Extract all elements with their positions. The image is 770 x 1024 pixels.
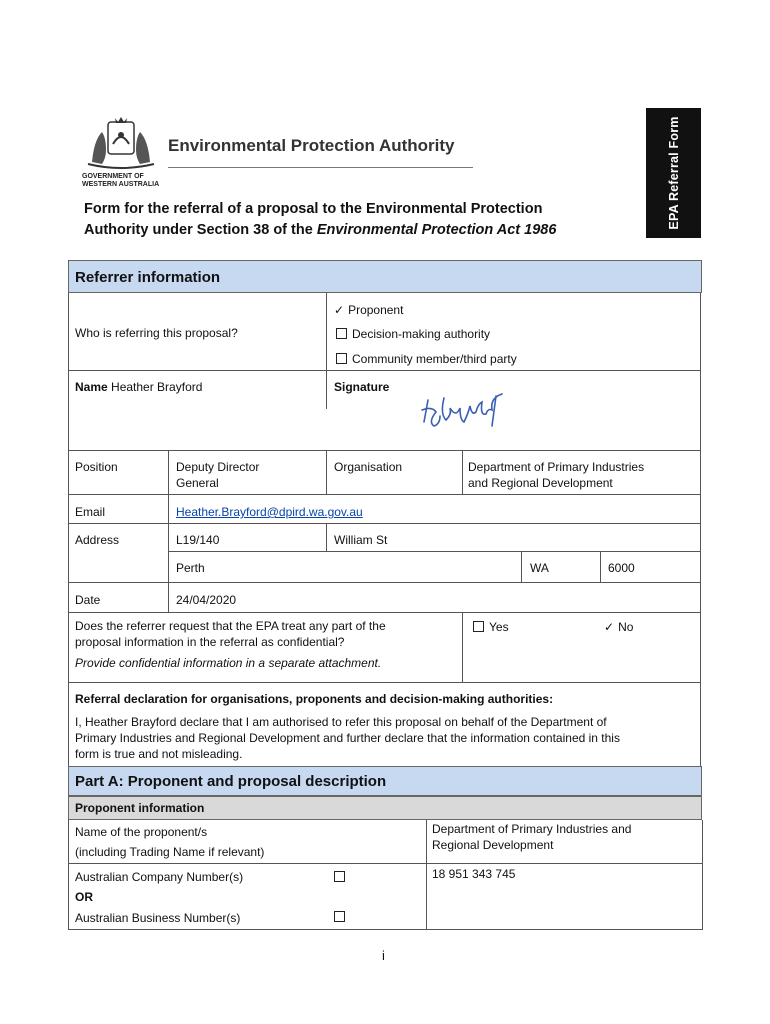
col-divider	[168, 450, 169, 582]
acn-label: Australian Company Number(s)	[75, 870, 244, 884]
row-divider	[68, 370, 701, 371]
title-line-1: Form for the referral of a proposal to the Environmental Protection	[84, 201, 543, 217]
name-value: Heather Brayford	[111, 380, 203, 394]
col-divider	[426, 820, 427, 930]
confidential-yes-option[interactable]	[473, 619, 509, 635]
name-field	[75, 379, 202, 395]
act-name: Environmental Protection Act 1986	[316, 222, 557, 238]
abn-checkbox[interactable]	[334, 911, 345, 922]
organisation-label: Organisation	[334, 460, 403, 474]
row-divider	[68, 863, 703, 864]
address-unit: L19/140	[176, 533, 220, 547]
agency-name: Environmental Protection Authority	[168, 136, 455, 155]
date-value: 24/04/2020	[176, 593, 237, 607]
email-label: Email	[75, 505, 106, 519]
no-label: No	[618, 620, 634, 634]
table-border-right	[702, 820, 703, 930]
address-state: WA	[530, 561, 549, 575]
table-border-bottom	[68, 929, 703, 930]
declaration-heading: Referral declaration for organisations, proponents and decision-making authorities:	[75, 692, 554, 706]
row-divider	[68, 682, 701, 683]
col-divider	[462, 612, 463, 682]
checkbox-icon	[336, 328, 347, 339]
confidential-question-1: Does the referrer request that the EPA treat any part of the	[75, 619, 386, 633]
address-label: Address	[75, 533, 120, 547]
proponent-info-text: Proponent information	[75, 801, 205, 815]
organisation-value-1: Department of Primary Industries	[468, 460, 645, 474]
checkbox-icon	[473, 621, 484, 632]
proponent-name-value-1: Department of Primary Industries and	[432, 822, 632, 836]
confidential-note: Provide confidential information in a separate attachment.	[75, 656, 382, 670]
option-proponent-label: Proponent	[348, 303, 404, 317]
gov-line-1: GOVERNMENT OF	[82, 173, 144, 180]
declaration-line-1: I, Heather Brayford declare that I am authorised to refer this proposal on behalf of the Department of	[75, 715, 607, 729]
name-label: Name	[75, 380, 108, 394]
option-dma-label: Decision-making authority	[352, 327, 491, 341]
col-divider	[462, 450, 463, 494]
proponent-information-heading	[68, 796, 702, 820]
position-value-1: Deputy Director	[176, 460, 260, 474]
col-divider	[168, 582, 169, 612]
abn-label: Australian Business Number(s)	[75, 911, 241, 925]
col-divider	[326, 293, 327, 409]
title-line-2-prefix: Authority under Section 38 of the	[84, 222, 317, 238]
option-proponent[interactable]	[334, 302, 403, 318]
referrer-information-heading	[68, 260, 702, 293]
who-referring-label: Who is referring this proposal?	[75, 326, 238, 340]
proponent-name-value-2: Regional Development	[432, 838, 554, 852]
option-community-label: Community member/third party	[352, 352, 517, 366]
table-border-left	[68, 820, 69, 930]
acn-checkbox[interactable]	[334, 871, 345, 882]
company-number-value: 18 951 343 745	[432, 867, 516, 881]
option-decision-making-authority[interactable]	[336, 326, 490, 342]
part-a-heading	[68, 766, 702, 796]
title-line-2	[84, 220, 644, 241]
table-border-right	[700, 293, 701, 766]
col-divider	[521, 551, 522, 582]
gov-line-2: WESTERN AUSTRALIA	[82, 181, 160, 188]
organisation-value-2: and Regional Development	[468, 476, 613, 490]
option-community-member[interactable]	[336, 351, 517, 367]
referrer-heading-text: Referrer information	[75, 269, 221, 286]
row-divider	[68, 582, 701, 583]
row-divider	[68, 612, 701, 613]
signature-label: Signature	[334, 380, 390, 394]
address-postcode: 6000	[608, 561, 635, 575]
checkmark-icon: ✓	[604, 620, 615, 634]
epa-referral-form-tab	[646, 108, 701, 238]
email-link[interactable]: Heather.Brayford@dpird.wa.gov.au	[176, 505, 363, 519]
side-tab-label: EPA Referral Form	[666, 116, 681, 230]
position-value-2: General	[176, 476, 219, 490]
proponent-name-label-2: (including Trading Name if relevant)	[75, 845, 265, 859]
date-label: Date	[75, 593, 101, 607]
agency-rule	[168, 167, 473, 168]
yes-label: Yes	[489, 620, 509, 634]
wa-government-crest-icon	[82, 114, 160, 174]
row-divider	[168, 551, 701, 552]
col-divider	[326, 523, 327, 551]
part-a-heading-text: Part A: Proponent and proposal description	[75, 773, 387, 790]
table-border-left	[68, 293, 69, 766]
col-divider	[326, 450, 327, 494]
page-number: i	[382, 948, 385, 963]
or-label: OR	[75, 890, 93, 904]
confidential-question-2: proposal information in the referral as confidential?	[75, 635, 345, 649]
address-city: Perth	[176, 561, 205, 575]
row-divider	[68, 523, 701, 524]
checkmark-icon: ✓	[334, 303, 345, 317]
position-label: Position	[75, 460, 118, 474]
col-divider	[600, 551, 601, 582]
address-street: William St	[334, 533, 388, 547]
declaration-line-3: form is true and not misleading.	[75, 747, 243, 761]
checkbox-icon	[336, 353, 347, 364]
declaration-line-2: Primary Industries and Regional Development and further declare that the information contained in this	[75, 731, 620, 745]
row-divider	[68, 494, 701, 495]
form-title	[84, 199, 644, 241]
row-divider	[68, 450, 701, 451]
signature-image	[418, 388, 514, 438]
confidential-no-option[interactable]	[604, 619, 633, 635]
proponent-name-label-1: Name of the proponent/s	[75, 825, 208, 839]
government-wa-text	[82, 173, 159, 189]
